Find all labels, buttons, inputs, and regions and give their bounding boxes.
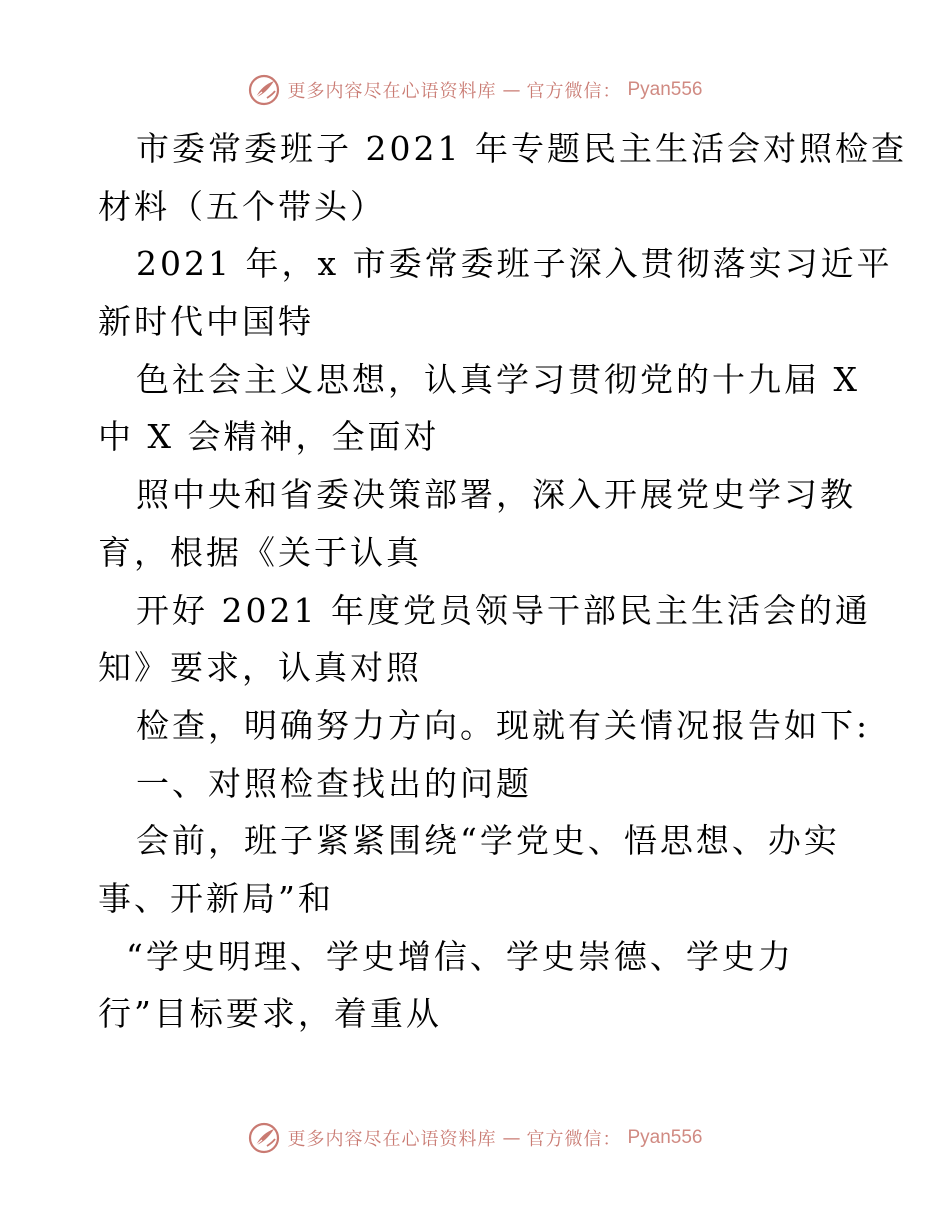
quill-logo-icon (247, 1121, 281, 1155)
paragraph-line: 新时代中国特 (98, 302, 314, 342)
document-body (98, 120, 907, 1043)
paragraph-line: 检查，明确努力方向。现就有关情况报告如下: (136, 705, 871, 745)
paragraph-line: 知》要求，认真对照 (98, 648, 422, 688)
paragraph-line: 育，根据《关于认真 (98, 532, 422, 572)
watermark-id: Pyan556 (627, 79, 703, 100)
watermark-text: 更多内容尽在心语资料库 (287, 1129, 497, 1150)
paragraph-line: 会前，班子紧紧围绕“学党史、悟思想、办实 (136, 821, 840, 861)
quill-logo-icon (247, 73, 281, 107)
paragraph-line: 2021 年，x 市委常委班子深入贯彻落实习近平 (136, 244, 893, 284)
watermark-id: Pyan556 (627, 1127, 703, 1148)
watermark-dash: — (502, 1127, 521, 1149)
watermark-text: 更多内容尽在心语资料库 (287, 81, 497, 102)
section-heading: 一、对照检查找出的问题 (136, 763, 532, 803)
watermark-label: 官方微信： (526, 1129, 622, 1150)
watermark-header (0, 70, 950, 110)
paragraph-line: 照中央和省委决策部署，深入开展党史学习教 (136, 475, 856, 515)
watermark-footer (0, 1118, 950, 1158)
paragraph-line: 开好 2021 年度党员领导干部民主生活会的通 (136, 590, 871, 630)
paragraph-line: 行”目标要求，着重从 (98, 994, 442, 1034)
title-line-1: 市委常委班子 2021 年专题民主生活会对照检查 (136, 129, 907, 168)
watermark-label: 官方微信： (526, 81, 622, 102)
paragraph-line: 事、开新局”和 (98, 878, 334, 918)
watermark-dash: — (502, 79, 521, 101)
paragraph-line: 中 X 会精神，全面对 (98, 417, 440, 457)
paragraph-line: 色社会主义思想，认真学习贯彻党的十九届 X (136, 359, 860, 399)
paragraph-line: “学史明理、学史增信、学史崇德、学史力 (126, 936, 794, 976)
title-line-2: 材料（五个带头） (98, 186, 386, 226)
